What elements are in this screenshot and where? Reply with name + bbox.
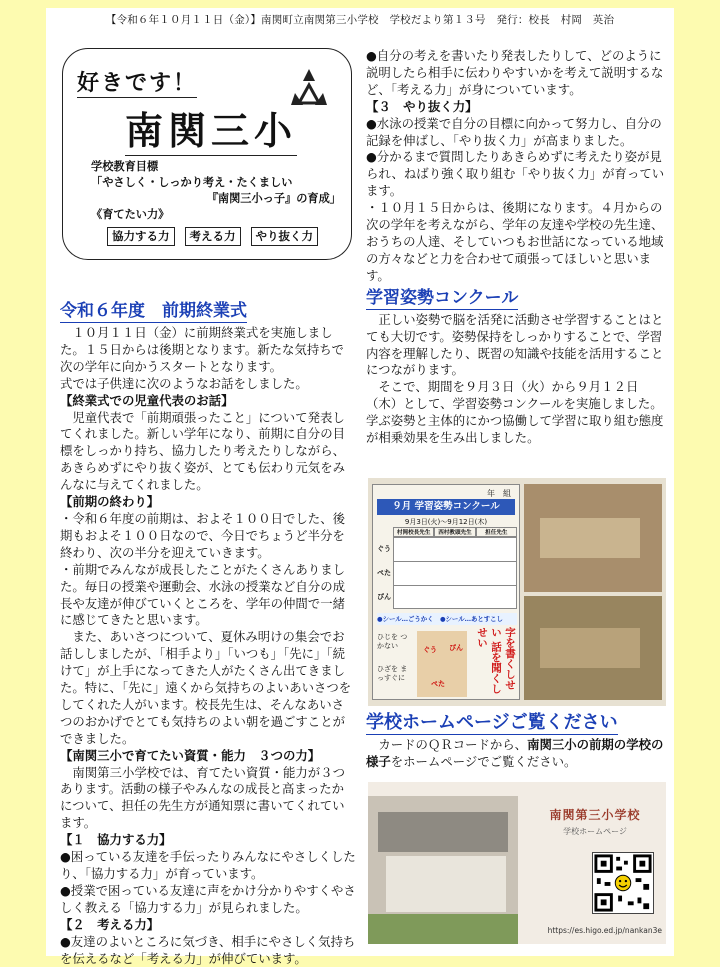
left-p8: ●困っている友達を手伝ったりみんなにやさしくしたり、「協力する力」が育っています。: [60, 849, 356, 881]
poster-tip-2: ひざを まっすぐに: [377, 665, 408, 682]
homepage-card[interactable]: [368, 782, 666, 944]
newsletter-page: [46, 8, 674, 966]
right-p4: ・１０月１５日からは、後期になります。４月からの次の学年を考えながら、学年の友達や学校の先生達、おうちの人達、そしていつもお世話になっている地域の方々などと力を合わせて頑張ってほしいと思います。: [366, 200, 664, 283]
heading-homepage: 学校ホームページご覧ください: [366, 712, 618, 733]
school-goal: [91, 159, 341, 223]
left-p5: ・前期でみんなが成長したことがたくさんありました。毎日の授業や運動会、水泳の授業など自分の成長や友達が伸びていくところを、学年の仲間で一緒に感じてきたと思います。: [60, 561, 345, 628]
left-sub-1: 【終業式での児童代表のお話】: [60, 392, 234, 408]
homepage-text-b: 南関三小の前期の学校の様子: [366, 737, 664, 769]
poster-tip-1: ひじを つかない: [377, 633, 408, 650]
poster-row-labels: [377, 537, 393, 609]
school-emblem-icon: [285, 65, 333, 113]
poster-mark-2: ぴん: [449, 644, 463, 652]
left-p10: ●友達のよいところに気づき、相手にやさしく気持ちを伝えるなど「考える力」が伸びています。: [60, 933, 356, 966]
poster-title: ９月 学習姿勢コンクール: [377, 499, 515, 515]
poster-period: 9月3日(火)〜9月12日(木): [404, 518, 488, 526]
homepage-url[interactable]: https://es.higo.ed.jp/nankan3e: [547, 926, 662, 935]
poster-row-3: ぴん: [377, 593, 391, 601]
want-label: 《育てたい力》: [91, 208, 170, 221]
homepage-text-a: カードのＱＲコードから、: [378, 737, 528, 752]
poster-col-3: 担任先生: [476, 527, 517, 537]
right-column: [366, 48, 666, 447]
poster-col-2: 西村教頭先生: [434, 527, 475, 537]
right-p6: そこで、期間を９月３日（火）から９月１２日（木）として、学習姿勢コンクールを実施しました。学ぶ姿勢と主体的にかつ協働して学習に取り組む態度が相乗効果を生み出しました。: [366, 379, 664, 446]
pill-persevere: やり抜く力: [251, 227, 319, 246]
homepage-text: [366, 737, 666, 771]
left-sub-5: 【２ 考える力】: [60, 916, 160, 932]
homepage-card-title: 南関第三小学校: [549, 808, 641, 822]
heading-closing-ceremony: 令和６年度 前期終業式: [60, 301, 247, 321]
left-p6: また、あいさつについて、夏休み明けの集会でお話ししましたが、「相手より」「いつも」「先に」「続けて」が上手になってきた人がたくさん出てきました。特に、「先に」遠くから気持ちのよいあいさつをしてくれた人がいます。校長先生は、そんなあいさつのおかげでとても気持ちのよい朝を過ごすことができました。: [60, 629, 352, 746]
poster-mark-3: ぺた: [431, 680, 445, 688]
pill-think: 考える力: [185, 227, 241, 246]
newsletter-header: 【令和６年１０月１１日（金）】南関町立南関第三小学校 学校だより第１３号 発行：校長 村岡 英治: [105, 14, 615, 26]
poster-year: 年 組: [487, 489, 511, 498]
left-p4: ・令和６年度の前期は、およそ１００日でした、後期もおよそ１００日なので、今日でちょうど半分を終わり、次の半分を迎えていきます。: [60, 510, 345, 560]
heading-posture-contest: 学習姿勢コンクール: [366, 287, 519, 308]
title-big: 南関三小: [125, 107, 297, 156]
poster-row-1: ぐう: [377, 545, 391, 553]
goal-line-1: 「やさしく・しっかり考え・たくましい: [91, 176, 293, 189]
left-p7: 南関第三小学校では、育てたい資質・能力が３つあります。活動の様子やみんなの成長と高まったかについて、担任の先生方が通知票に書いてくれています。: [60, 764, 345, 831]
left-p2: 式では子供達に次のようなお話をしました。: [60, 375, 308, 391]
right-p3: ●分かるまで質問したりあきらめずに考えたり姿が見られ、ねばり強く取り組む「やり抜く力」が育っています。: [366, 149, 665, 199]
poster-col-headers: [393, 527, 517, 537]
poster-col-1: 村岡校長先生: [393, 527, 434, 537]
right-p1: ●自分の考えを書いたり発表したりして、どのように説明したら相手に伝わりやすいかを考えて説明するなど、「考える力」が身についています。: [366, 48, 664, 97]
poster-mark-1: ぐう: [423, 646, 437, 654]
goal-line-2: 『南関三小っ子』の育成」: [206, 192, 341, 205]
right-p5: 正しい姿勢で脳を活発に活動させ学習することはとても大切です。姿勢保持をしっかりすることで、学習内容を理解したり、既習の知識や技能を活用することにつながります。: [366, 311, 664, 378]
school-lawn: [368, 914, 518, 944]
pill-cooperate: 協力する力: [107, 227, 175, 246]
classroom-desks-1: [540, 518, 640, 558]
poster-legend: ●シール…ごうかく ●シール…あとすこし: [377, 613, 517, 625]
poster-slogan: 字を書くしせい 話を聞くしせい: [476, 627, 516, 694]
title-small: 好きです！: [77, 70, 198, 96]
right-sub-1: 【３ やり抜く力】: [366, 98, 478, 114]
homepage-card-sub: 学校ホームページ: [563, 827, 627, 836]
contest-poster: [372, 484, 520, 700]
goal-label: 学校教育目標: [91, 160, 159, 173]
left-sub-4: 【１ 協力する力】: [60, 832, 172, 848]
left-p9: ●授業で困っている友達に声をかけ分かりやすくやさしく教える「協力する力」が見られました。: [60, 882, 356, 915]
homepage-text-c: をホームページでご覧ください。: [390, 753, 577, 769]
homepage-section: [366, 710, 666, 771]
left-column: [60, 298, 356, 967]
posture-contest-photo: [368, 478, 666, 706]
ability-pills: [107, 227, 318, 246]
classroom-desks-2: [540, 628, 640, 668]
poster-grid: [393, 537, 517, 609]
school-roof: [378, 812, 508, 852]
title-box: [62, 48, 352, 260]
left-sub-2: 【前期の終わり】: [60, 494, 160, 510]
left-p3: 児童代表で「前期頑張ったこと」について発表してくれました。新しい学年になり、前期に自分の目標をしっかり持ち、協力したり考えたりしながら、あきらめずにやり抜く姿が、とても伝わり元気をみんなに与えてくれました。: [60, 409, 345, 493]
left-sub-3: 【南関三小で育てたい資質・能力 ３つの力】: [60, 747, 321, 763]
school-wall: [386, 856, 506, 912]
poster-row-2: ぺた: [377, 569, 391, 577]
left-p1: １０月１１日（金）に前期終業式を実施しました。１５日からは後期となります。新たな気持ちで次の学年に向かうスタートとなります。: [60, 325, 344, 374]
qr-code-icon[interactable]: [592, 852, 654, 914]
right-p2: ●水泳の授業で自分の目標に向かって努力し、自分の記録を伸ばし、「やり抜く力」が高まりました。: [366, 115, 662, 148]
